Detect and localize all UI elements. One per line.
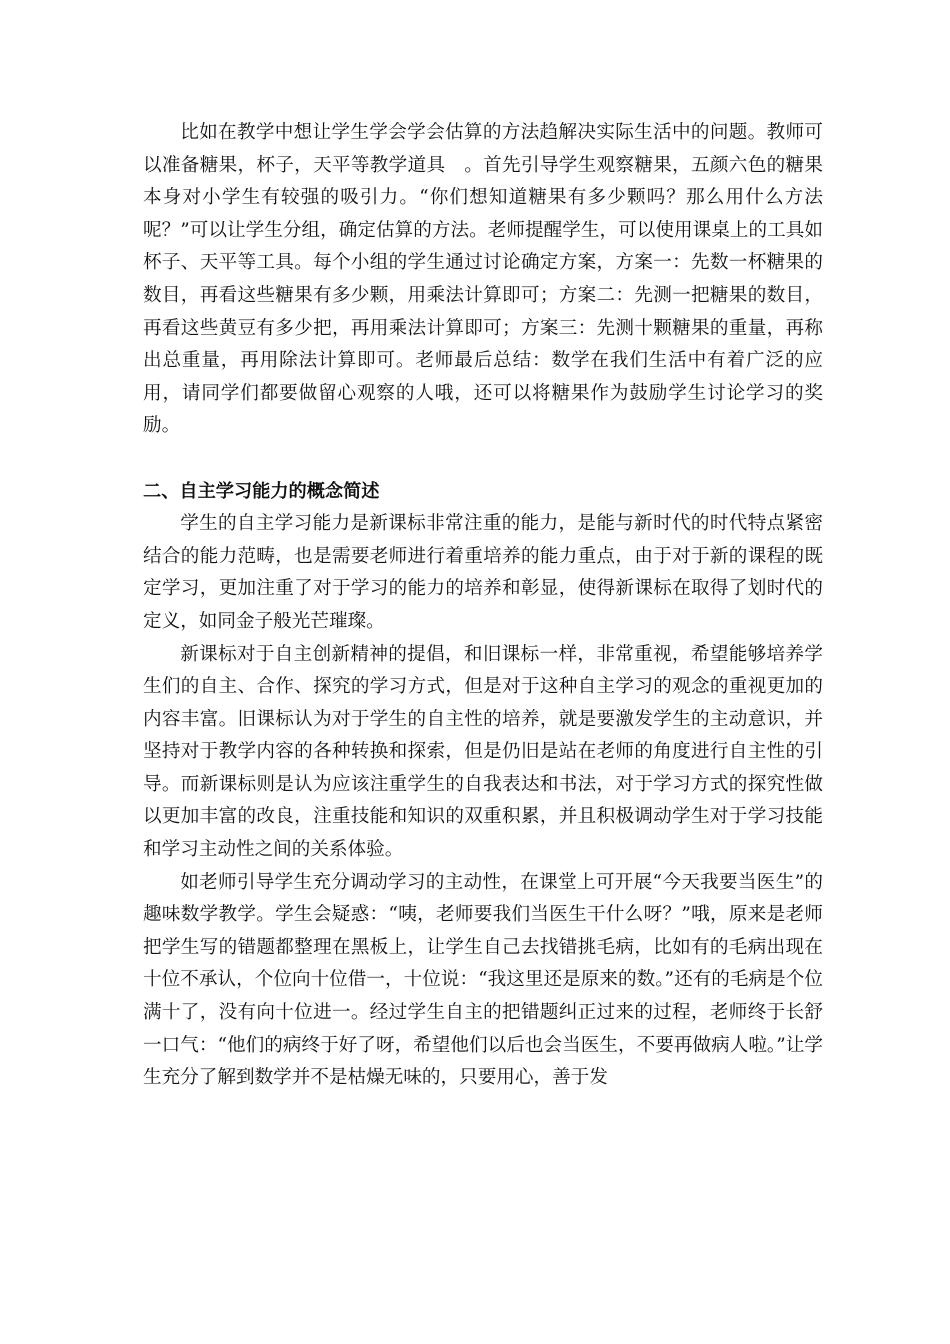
section-heading: 二、自主学习能力的概念简述 <box>143 480 380 502</box>
document-body <box>143 117 823 1095</box>
paragraph-new-curriculum: 新课标对于自主创新精神的提倡，和旧课标一样，非常重视，希望能够培养学生们的自主、合作、探究的学习方式，但是对于这种自主学习的观念的重视更加的内容丰富。旧课标认为对于学生的自主性的培养，就是要激发学生的主动意识，并坚持对于教学内容的各种转换和探索，但是仍旧是站在老师的角度进行自主性的引导。而新课标则是认为应该注重学生的自我表达和书法，对于学习方式的探究性做以更加丰富的改良，注重技能和知识的双重积累，并且积极调动学生对于学习技能和学习主动性之间的关系体验。 <box>143 643 823 861</box>
paragraph-doctor-activity: 如老师引导学生充分调动学习的主动性，在课堂上可开展“今天我要当医生”的趣味数学教学。学生会疑惑：“咦，老师要我们当医生干什么呀？”哦，原来是老师把学生写的错题都整理在黑板上，让学生自己去找错挑毛病，比如有的毛病出现在十位不承认，个位向十位借一，十位说：“我这里还是原来的数。”还有的毛病是个位满十了，没有向十位进一。经过学生自主的把错题纠正过来的过程，老师终于长舒一口气：“他们的病终于好了呀，希望他们以后也会当医生，不要再做病人啦。”让学生充分了解到数学并不是枯燥无味的，只要用心，善于发 <box>143 871 823 1089</box>
paragraph-spacer <box>143 443 823 476</box>
paragraph-candy-estimation: 比如在教学中想让学生学会学会估算的方法趋解决实际生活中的问题。教师可以准备糖果，杯子，天平等教学道具 。首先引导学生观察糖果，五颜六色的糖果本身对小学生有较强的吸引力。“你们想知道糖果有多少颗吗？那么用什么方法呢？”可以让学生分组，确定估算的方法。老师提醒学生，可以使用课桌上的工具如杯子、天平等工具。每个小组的学生通过讨论确定方案，方案一：先数一杯糖果的数目，再看这些糖果有多少颗，用乘法计算即可；方案二：先测一把糖果的数目，再看这些黄豆有多少把，再用乘法计算即可；方案三：先测十颗糖果的重量，再称出总重量，再用除法计算即可。老师最后总结：数学在我们生活中有着广泛的应用，请同学们都要做留心观察的人哦，还可以将糖果作为鼓励学生讨论学习的奖励。 <box>143 122 823 437</box>
paragraph-self-learning-concept: 学生的自主学习能力是新课标非常注重的能力，是能与新时代的时代特点紧密结合的能力范畴，也是需要老师进行着重培养的能力重点，由于对于新的课程的既定学习，更加注重了对于学习的能力的培养和彰显，使得新课标在取得了划时代的定义，如同金子般光芒璀璨。 <box>143 513 823 632</box>
